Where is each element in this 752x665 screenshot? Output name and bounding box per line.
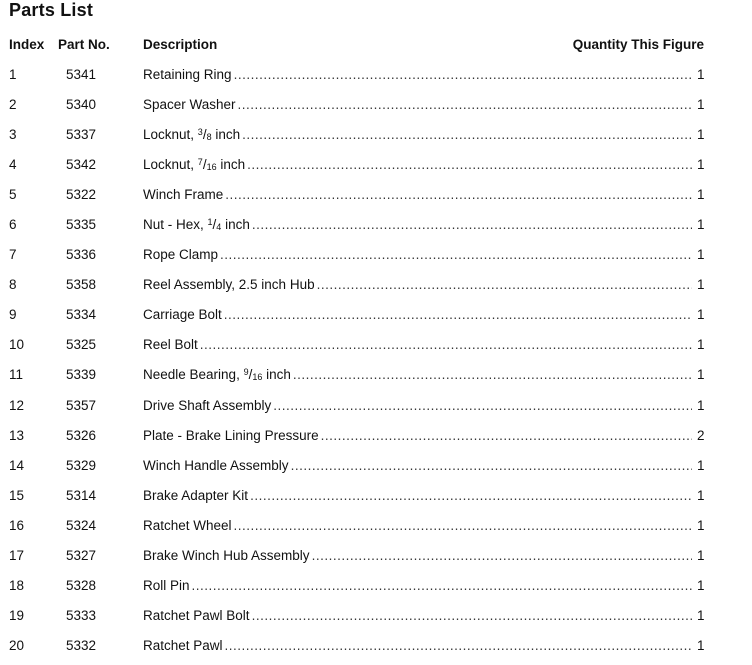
row-description xyxy=(143,330,694,360)
leader-dots xyxy=(234,511,692,541)
row-part-no: 5337 xyxy=(66,127,97,143)
row-index: 13 xyxy=(9,427,25,443)
row-description xyxy=(143,391,694,421)
row-description xyxy=(143,150,694,180)
leader-dots xyxy=(200,330,692,360)
row-description xyxy=(143,180,694,210)
table-row xyxy=(0,150,752,180)
row-description xyxy=(143,631,694,661)
row-description xyxy=(143,300,694,330)
row-description-text: Ratchet Wheel xyxy=(143,517,232,533)
row-index: 20 xyxy=(9,637,25,653)
row-index: 4 xyxy=(9,157,17,173)
row-quantity: 1 xyxy=(697,487,705,503)
row-description xyxy=(143,240,694,270)
table-row xyxy=(0,511,752,541)
row-index: 16 xyxy=(9,517,25,533)
row-description xyxy=(143,120,694,150)
row-description-text: Reel Assembly, 2.5 inch Hub xyxy=(143,277,315,293)
fraction-numerator: 3 xyxy=(197,127,203,138)
leader-dots xyxy=(317,270,692,300)
row-part-no: 5332 xyxy=(66,637,97,653)
table-row xyxy=(0,180,752,210)
row-description-text: Winch Handle Assembly xyxy=(143,457,289,473)
row-description xyxy=(143,270,694,300)
fraction-numerator: 1 xyxy=(207,217,213,228)
row-quantity: 1 xyxy=(697,97,705,113)
row-description-text: Retaining Ring xyxy=(143,67,232,82)
row-description xyxy=(143,360,694,390)
row-part-no: 5357 xyxy=(66,397,97,413)
row-description-text: Plate - Brake Lining Pressure xyxy=(143,427,319,443)
table-row xyxy=(0,120,752,150)
row-index: 8 xyxy=(9,277,17,293)
row-description xyxy=(143,421,694,451)
row-quantity: 1 xyxy=(697,307,705,323)
row-part-no: 5335 xyxy=(66,217,97,233)
leader-dots xyxy=(293,360,692,390)
table-row xyxy=(0,391,752,421)
header-index: Index xyxy=(9,37,45,52)
row-index: 12 xyxy=(9,397,25,413)
table-row xyxy=(0,541,752,571)
row-description-text: Roll Pin xyxy=(143,577,190,593)
row-quantity: 1 xyxy=(697,247,705,263)
header-part-no: Part No. xyxy=(58,37,110,52)
row-quantity: 1 xyxy=(697,517,705,533)
row-index: 14 xyxy=(9,457,25,473)
row-part-no: 5314 xyxy=(66,487,97,503)
row-index: 1 xyxy=(9,67,17,82)
fraction-numerator: 7 xyxy=(197,157,203,168)
leader-dots xyxy=(252,210,692,240)
table-row xyxy=(0,210,752,240)
row-index: 15 xyxy=(9,487,25,503)
row-quantity: 1 xyxy=(697,67,705,82)
row-quantity: 1 xyxy=(697,337,705,353)
leader-dots xyxy=(273,391,692,421)
row-quantity: 1 xyxy=(697,217,705,233)
header-quantity: Quantity This Figure xyxy=(572,37,704,52)
row-index: 5 xyxy=(9,187,17,203)
row-description xyxy=(143,601,694,631)
row-description-text: Brake Adapter Kit xyxy=(143,487,249,503)
row-part-no: 5327 xyxy=(66,547,97,563)
row-description-text: Ratchet Pawl xyxy=(143,637,223,653)
leader-dots xyxy=(224,300,692,330)
row-part-no: 5334 xyxy=(66,307,97,323)
row-index: 11 xyxy=(9,367,24,383)
leader-dots xyxy=(238,90,692,120)
row-description xyxy=(143,60,694,90)
row-part-no: 5322 xyxy=(66,187,97,203)
table-row xyxy=(0,451,752,481)
row-description xyxy=(143,210,694,240)
row-description-text: Winch Frame xyxy=(143,187,224,203)
fraction-denominator: 16 xyxy=(252,372,263,383)
row-description xyxy=(143,541,694,571)
page-title: Parts List xyxy=(9,0,94,20)
row-description-text: Reel Bolt xyxy=(143,337,198,353)
row-part-no: 5342 xyxy=(66,157,97,173)
row-part-no: 5341 xyxy=(66,67,97,82)
row-quantity: 1 xyxy=(697,577,705,593)
row-description xyxy=(143,451,694,481)
row-quantity: 1 xyxy=(697,367,705,383)
row-quantity: 1 xyxy=(697,127,705,143)
leader-dots xyxy=(247,150,692,180)
row-part-no: 5324 xyxy=(66,517,97,533)
row-description-text: Locknut, $^7/_{16}$ inch xyxy=(143,157,246,173)
parts-table xyxy=(0,60,752,661)
row-part-no: 5328 xyxy=(66,577,97,593)
row-part-no: 5325 xyxy=(66,337,97,353)
row-quantity: 1 xyxy=(697,187,705,203)
row-quantity: 1 xyxy=(697,157,705,173)
row-part-no: 5339 xyxy=(66,367,97,383)
row-index: 18 xyxy=(9,577,25,593)
row-description-text: Spacer Washer xyxy=(143,97,236,113)
leader-dots xyxy=(250,481,692,511)
row-quantity: 1 xyxy=(697,397,705,413)
row-index: 2 xyxy=(9,97,17,113)
row-part-no: 5333 xyxy=(66,607,97,623)
row-quantity: 1 xyxy=(697,277,705,293)
row-description-text: Carriage Bolt xyxy=(143,307,222,323)
table-row xyxy=(0,330,752,360)
table-row xyxy=(0,481,752,511)
fraction-denominator: 4 xyxy=(216,222,222,233)
row-part-no: 5329 xyxy=(66,457,97,473)
row-description-text: Brake Winch Hub Assembly xyxy=(143,547,310,563)
fraction-denominator: 8 xyxy=(206,132,212,143)
table-row xyxy=(0,631,752,661)
leader-dots xyxy=(220,240,692,270)
row-description-text: Ratchet Pawl Bolt xyxy=(143,607,250,623)
row-quantity: 1 xyxy=(697,637,705,653)
row-index: 17 xyxy=(9,547,25,563)
leader-dots xyxy=(225,631,692,661)
row-description-text: Locknut, $^3/_8$ inch xyxy=(143,127,241,143)
row-description xyxy=(143,511,694,541)
row-part-no: 5340 xyxy=(66,97,97,113)
row-quantity: 2 xyxy=(697,427,705,443)
row-index: 3 xyxy=(9,127,17,143)
header-description: Description xyxy=(143,37,218,52)
row-description xyxy=(143,571,694,601)
table-row xyxy=(0,300,752,330)
fraction-numerator: 9 xyxy=(243,367,249,378)
leader-dots xyxy=(225,180,692,210)
leader-dots xyxy=(291,451,692,481)
row-part-no: 5326 xyxy=(66,427,97,443)
row-quantity: 1 xyxy=(697,547,705,563)
leader-dots xyxy=(312,541,692,571)
leader-dots xyxy=(242,120,692,150)
row-description-text: Needle Bearing, $^9/_{16}$ inch xyxy=(143,367,291,383)
table-row xyxy=(0,571,752,601)
row-quantity: 1 xyxy=(697,607,705,623)
leader-dots xyxy=(252,601,692,631)
table-row xyxy=(0,60,752,90)
table-row xyxy=(0,240,752,270)
row-description xyxy=(143,481,694,511)
row-description-text: Nut - Hex, $^1/_4$ inch xyxy=(143,217,250,233)
row-index: 10 xyxy=(9,337,25,353)
row-description xyxy=(143,90,694,120)
row-index: 9 xyxy=(9,307,17,323)
leader-dots xyxy=(234,60,692,90)
leader-dots xyxy=(192,571,692,601)
table-row xyxy=(0,421,752,451)
table-row xyxy=(0,360,752,390)
row-part-no: 5336 xyxy=(66,247,97,263)
row-quantity: 1 xyxy=(697,457,705,473)
table-row xyxy=(0,90,752,120)
row-part-no: 5358 xyxy=(66,277,97,293)
table-row xyxy=(0,270,752,300)
row-description-text: Drive Shaft Assembly xyxy=(143,397,272,413)
row-index: 7 xyxy=(9,247,17,263)
row-description-text: Rope Clamp xyxy=(143,247,219,263)
row-index: 19 xyxy=(9,607,25,623)
leader-dots xyxy=(321,421,692,451)
table-row xyxy=(0,601,752,631)
fraction-denominator: 16 xyxy=(206,162,217,173)
row-index: 6 xyxy=(9,217,17,233)
